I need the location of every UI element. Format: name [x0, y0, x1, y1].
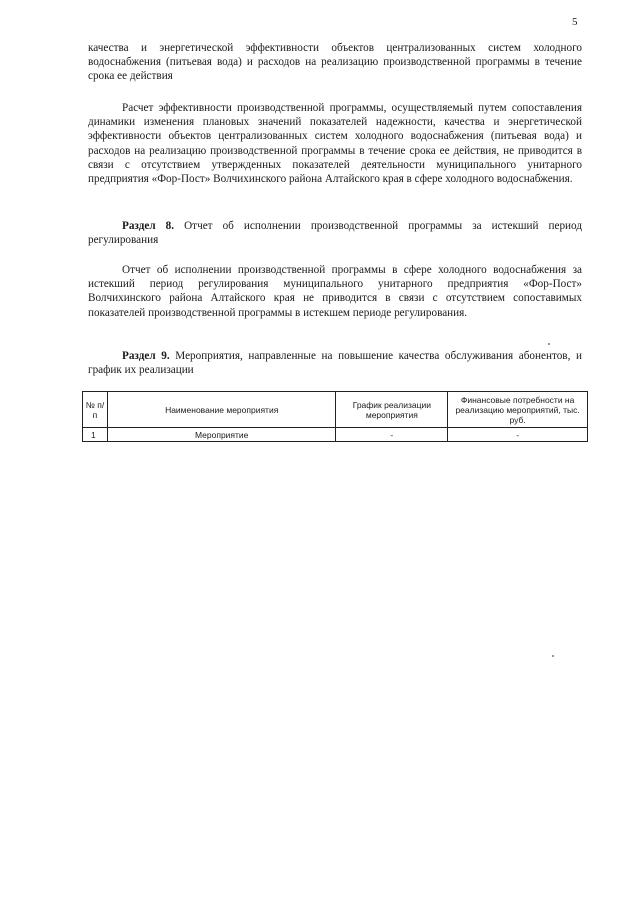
- cell-num: 1: [83, 428, 108, 442]
- section-9-label: Раздел 9.: [122, 350, 170, 362]
- measures-table: [82, 391, 588, 442]
- cell-finance: -: [448, 428, 588, 442]
- section-8-label: Раздел 8.: [122, 220, 175, 232]
- paragraph-efficiency-calculation: Расчет эффективности производственной программы, осуществляемый путем сопоставления динамики изменения плановых значений показателей надежности, качества и энергетической эффективности объектов централизованных систем холодного водоснабжения (питьевая вода) и расходов на реализацию производственной программы в течение срока ее действия, не приводится в связи с отсутствием утвержденных показателей деятельности муниципального унитарного предприятия «Фор-Пост» Волчихинского района Алтайского края в сфере холодного водоснабжения.: [88, 102, 582, 186]
- paragraph-continuation: качества и энергетической эффективности объектов централизованных систем холодного водоснабжения (питьевая вода) и расходов на реализацию производственной программы в течение срока ее действия: [88, 42, 582, 83]
- table-row: [83, 428, 588, 442]
- paragraph-report: Отчет об исполнении производственной программы в сфере холодного водоснабжения за истекший период регулирования муниципального унитарного предприятия «Фор-Пост» Волчихинского района Алтайского края не приводится в связи с отсутствием сопоставимых показателей производственной программы в истекшем периоде регулирования.: [88, 264, 582, 319]
- scan-speck: [548, 343, 550, 345]
- table-header-row: [83, 392, 588, 428]
- header-measure-name: Наименование мероприятия: [107, 392, 335, 428]
- page-number: 5: [572, 16, 578, 28]
- header-finance: Финансовые потребности на реализацию мероприятий, тыс. руб.: [448, 392, 588, 428]
- section-8-title: Отчет об исполнении производственной программы за истекший период регулирования: [88, 220, 583, 247]
- header-num: № п/п: [83, 392, 108, 428]
- section-8-heading: [88, 219, 582, 247]
- cell-schedule: -: [336, 428, 448, 442]
- section-9-heading: [88, 349, 582, 377]
- cell-measure-name: Мероприятие: [107, 428, 335, 442]
- scan-speck: [552, 655, 554, 657]
- section-9-title: Мероприятия, направленные на повышение качества обслуживания абонентов, и график их реализации: [88, 350, 583, 377]
- header-schedule: График реализации мероприятия: [336, 392, 448, 428]
